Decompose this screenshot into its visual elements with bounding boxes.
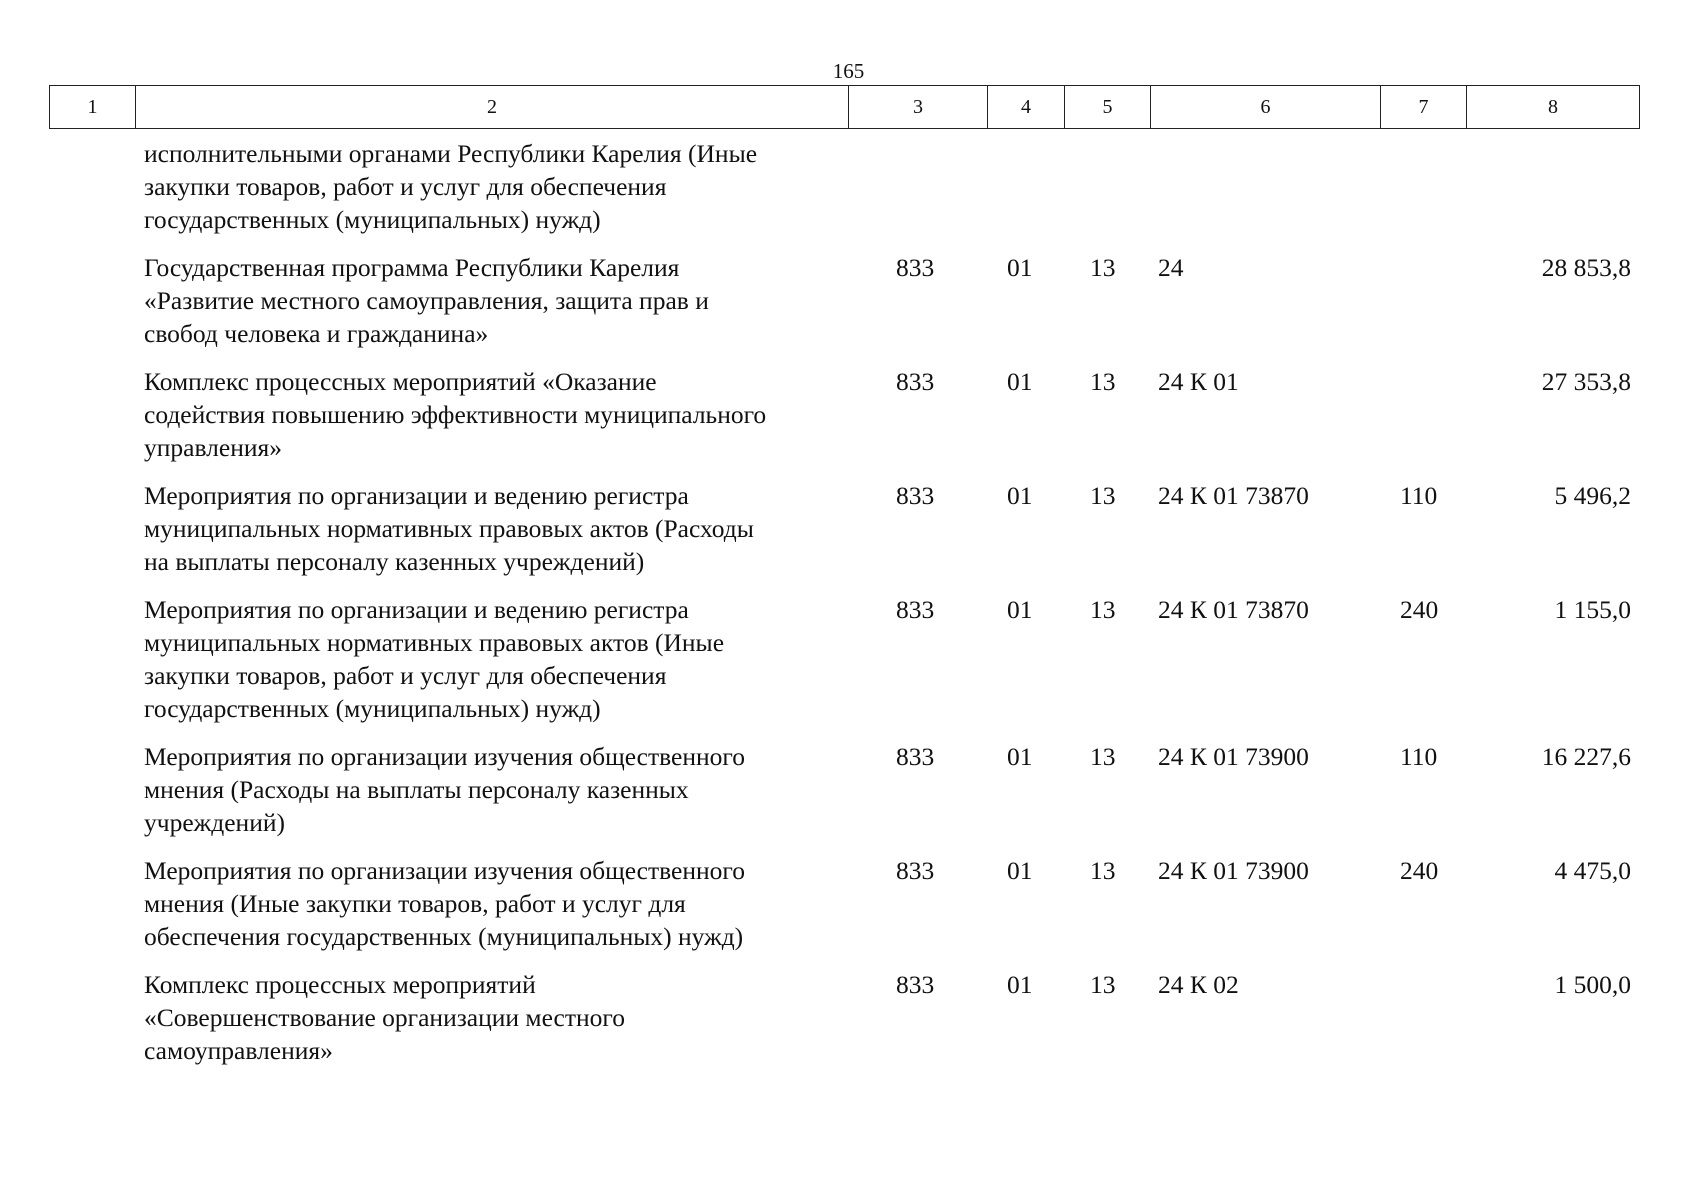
row-subsection-code: 13 bbox=[1090, 253, 1116, 282]
row-section-code: 01 bbox=[1007, 742, 1033, 771]
table-row bbox=[0, 968, 1697, 1067]
row-amount: 4 475,0 bbox=[1554, 856, 1631, 885]
row-amount: 28 853,8 bbox=[1541, 253, 1631, 282]
row-amount: 27 353,8 bbox=[1541, 367, 1631, 396]
row-target-article: 24 К 01 73870 bbox=[1158, 595, 1309, 624]
row-expense-type: 240 bbox=[1400, 856, 1439, 885]
row-section-code: 01 bbox=[1007, 481, 1033, 510]
row-description: Комплекс процессных мероприятий «Оказание содействия повышению эффективности муниципального управления» bbox=[144, 367, 767, 462]
column-number-6: 6 bbox=[1151, 86, 1381, 129]
table-row bbox=[0, 251, 1697, 350]
row-ministry-code: 833 bbox=[896, 856, 935, 885]
row-expense-type: 110 bbox=[1400, 742, 1438, 771]
row-ministry-code: 833 bbox=[896, 970, 935, 999]
column-number-3: 3 bbox=[849, 86, 988, 129]
row-section-code: 01 bbox=[1007, 253, 1033, 282]
row-amount: 16 227,6 bbox=[1541, 742, 1631, 771]
row-amount: 1 500,0 bbox=[1554, 970, 1631, 999]
row-ministry-code: 833 bbox=[896, 253, 935, 282]
row-target-article: 24 К 01 73900 bbox=[1158, 856, 1309, 885]
row-description: Комплекс процессных мероприятий «Совершенствование организации местного самоуправления» bbox=[144, 970, 625, 1065]
row-subsection-code: 13 bbox=[1090, 367, 1116, 396]
column-number-2: 2 bbox=[136, 86, 849, 129]
table-row bbox=[0, 365, 1697, 464]
row-target-article: 24 К 02 bbox=[1158, 970, 1239, 999]
row-section-code: 01 bbox=[1007, 367, 1033, 396]
page-number: 165 bbox=[832, 59, 865, 83]
row-subsection-code: 13 bbox=[1090, 481, 1116, 510]
column-number-8: 8 bbox=[1467, 86, 1640, 129]
row-target-article: 24 К 01 73870 bbox=[1158, 481, 1309, 510]
table-row bbox=[0, 593, 1697, 725]
row-description: исполнительными органами Республики Карелия (Иные закупки товаров, работ и услуг для обеспечения государственных (муниципальных) нужд) bbox=[144, 139, 758, 234]
row-subsection-code: 13 bbox=[1090, 970, 1116, 999]
row-ministry-code: 833 bbox=[896, 595, 935, 624]
table-row bbox=[0, 137, 1697, 236]
row-subsection-code: 13 bbox=[1090, 856, 1116, 885]
row-expense-type: 240 bbox=[1400, 595, 1439, 624]
table-row bbox=[0, 740, 1697, 839]
row-subsection-code: 13 bbox=[1090, 742, 1116, 771]
table-body bbox=[0, 137, 1697, 1082]
row-ministry-code: 833 bbox=[896, 481, 935, 510]
row-description: Мероприятия по организации и ведению регистра муниципальных нормативных правовых актов (Иные закупки товаров, работ и услуг для обеспечения государственных (муниципальных) нужд) bbox=[144, 595, 725, 723]
row-amount: 1 155,0 bbox=[1554, 595, 1631, 624]
row-target-article: 24 К 01 bbox=[1158, 367, 1239, 396]
row-description: Государственная программа Республики Карелия «Развитие местного самоуправления, защита прав и свобод человека и гражданина» bbox=[144, 253, 709, 348]
row-ministry-code: 833 bbox=[896, 742, 935, 771]
row-expense-type: 110 bbox=[1400, 481, 1438, 510]
column-header-table bbox=[49, 85, 1640, 129]
row-description: Мероприятия по организации изучения общественного мнения (Иные закупки товаров, работ и услуг для обеспечения государственных (муниципальных) нужд) bbox=[144, 856, 745, 951]
row-description: Мероприятия по организации и ведению регистра муниципальных нормативных правовых актов (Расходы на выплаты персоналу казенных учреждений) bbox=[144, 481, 754, 576]
row-section-code: 01 bbox=[1007, 856, 1033, 885]
row-target-article: 24 К 01 73900 bbox=[1158, 742, 1309, 771]
row-subsection-code: 13 bbox=[1090, 595, 1116, 624]
row-section-code: 01 bbox=[1007, 595, 1033, 624]
column-number-5: 5 bbox=[1065, 86, 1151, 129]
column-number-1: 1 bbox=[50, 86, 136, 129]
row-amount: 5 496,2 bbox=[1554, 481, 1631, 510]
table-row bbox=[0, 479, 1697, 578]
row-target-article: 24 bbox=[1158, 253, 1184, 282]
column-header-row bbox=[50, 86, 1640, 129]
table-row bbox=[0, 854, 1697, 953]
row-section-code: 01 bbox=[1007, 970, 1033, 999]
column-number-7: 7 bbox=[1381, 86, 1467, 129]
row-description: Мероприятия по организации изучения общественного мнения (Расходы на выплаты персоналу казенных учреждений) bbox=[144, 742, 745, 837]
column-number-4: 4 bbox=[988, 86, 1065, 129]
row-ministry-code: 833 bbox=[896, 367, 935, 396]
